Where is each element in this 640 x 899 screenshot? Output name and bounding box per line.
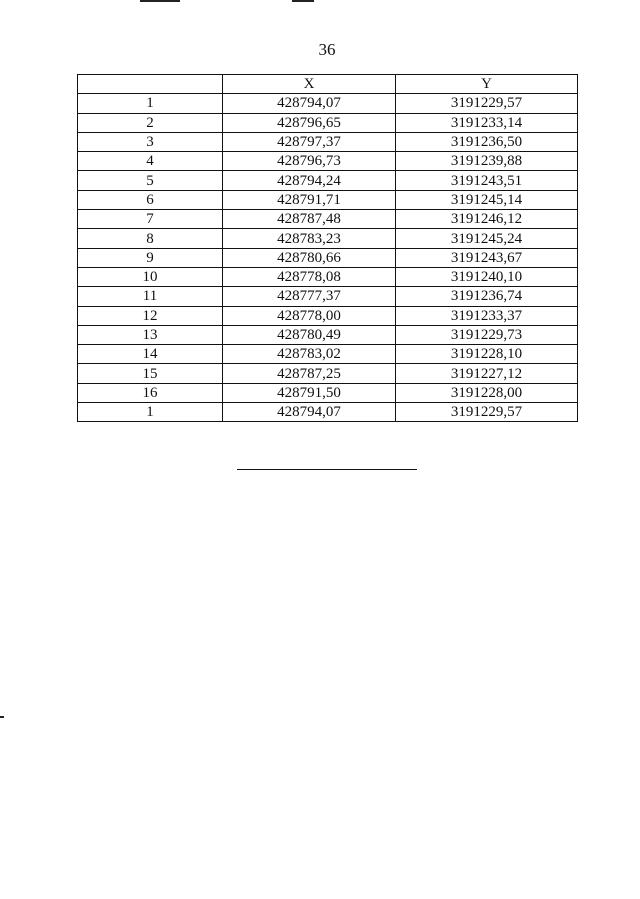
y-value: 3191236,74 xyxy=(396,287,578,306)
x-value: 428778,08 xyxy=(223,267,396,286)
x-value: 428791,50 xyxy=(223,383,396,402)
x-value: 428787,25 xyxy=(223,364,396,383)
point-number: 7 xyxy=(78,210,223,229)
scan-artifact-top-right xyxy=(292,0,314,2)
y-value: 3191239,88 xyxy=(396,152,578,171)
y-value: 3191233,37 xyxy=(396,306,578,325)
y-value: 3191229,73 xyxy=(396,325,578,344)
point-number: 2 xyxy=(78,113,223,132)
scan-artifact-top xyxy=(140,0,180,2)
point-number: 13 xyxy=(78,325,223,344)
table-row xyxy=(78,132,578,151)
x-value: 428780,49 xyxy=(223,325,396,344)
table-row xyxy=(78,94,578,113)
x-value: 428777,37 xyxy=(223,287,396,306)
y-value: 3191228,10 xyxy=(396,345,578,364)
table-row xyxy=(78,210,578,229)
table-row xyxy=(78,152,578,171)
y-value: 3191229,57 xyxy=(396,403,578,422)
x-value: 428796,65 xyxy=(223,113,396,132)
x-value: 428796,73 xyxy=(223,152,396,171)
page-number: 36 xyxy=(318,40,336,59)
table-row xyxy=(78,287,578,306)
y-value: 3191240,10 xyxy=(396,267,578,286)
point-number: 12 xyxy=(78,306,223,325)
point-number: 5 xyxy=(78,171,223,190)
end-separator-line xyxy=(237,469,417,470)
header-y: Y xyxy=(396,75,578,94)
point-number: 16 xyxy=(78,383,223,402)
x-value: 428783,23 xyxy=(223,229,396,248)
point-number: 3 xyxy=(78,132,223,151)
point-number: 1 xyxy=(78,403,223,422)
point-number: 4 xyxy=(78,152,223,171)
table-row xyxy=(78,229,578,248)
y-value: 3191243,51 xyxy=(396,171,578,190)
point-number: 9 xyxy=(78,248,223,267)
point-number: 8 xyxy=(78,229,223,248)
point-number: 1 xyxy=(78,94,223,113)
table-row xyxy=(78,113,578,132)
x-value: 428787,48 xyxy=(223,210,396,229)
point-number: 10 xyxy=(78,267,223,286)
y-value: 3191227,12 xyxy=(396,364,578,383)
x-value: 428780,66 xyxy=(223,248,396,267)
y-value: 3191229,57 xyxy=(396,94,578,113)
scan-artifact-left xyxy=(0,716,4,718)
x-value: 428794,24 xyxy=(223,171,396,190)
table-row xyxy=(78,403,578,422)
table-row xyxy=(78,345,578,364)
point-number: 14 xyxy=(78,345,223,364)
x-value: 428778,00 xyxy=(223,306,396,325)
point-number: 15 xyxy=(78,364,223,383)
header-point-number xyxy=(78,75,223,94)
point-number: 11 xyxy=(78,287,223,306)
point-number: 6 xyxy=(78,190,223,209)
y-value: 3191246,12 xyxy=(396,210,578,229)
x-value: 428791,71 xyxy=(223,190,396,209)
table-row xyxy=(78,248,578,267)
table-row xyxy=(78,267,578,286)
y-value: 3191228,00 xyxy=(396,383,578,402)
table-header-row xyxy=(78,75,578,94)
x-value: 428783,02 xyxy=(223,345,396,364)
coordinates-table xyxy=(77,74,578,422)
y-value: 3191236,50 xyxy=(396,132,578,151)
x-value: 428797,37 xyxy=(223,132,396,151)
y-value: 3191245,24 xyxy=(396,229,578,248)
x-value: 428794,07 xyxy=(223,403,396,422)
table-row xyxy=(78,171,578,190)
table-row xyxy=(78,364,578,383)
table-row xyxy=(78,306,578,325)
table-row xyxy=(78,383,578,402)
y-value: 3191243,67 xyxy=(396,248,578,267)
y-value: 3191245,14 xyxy=(396,190,578,209)
header-x: X xyxy=(223,75,396,94)
table-row xyxy=(78,190,578,209)
table-row xyxy=(78,325,578,344)
x-value: 428794,07 xyxy=(223,94,396,113)
y-value: 3191233,14 xyxy=(396,113,578,132)
